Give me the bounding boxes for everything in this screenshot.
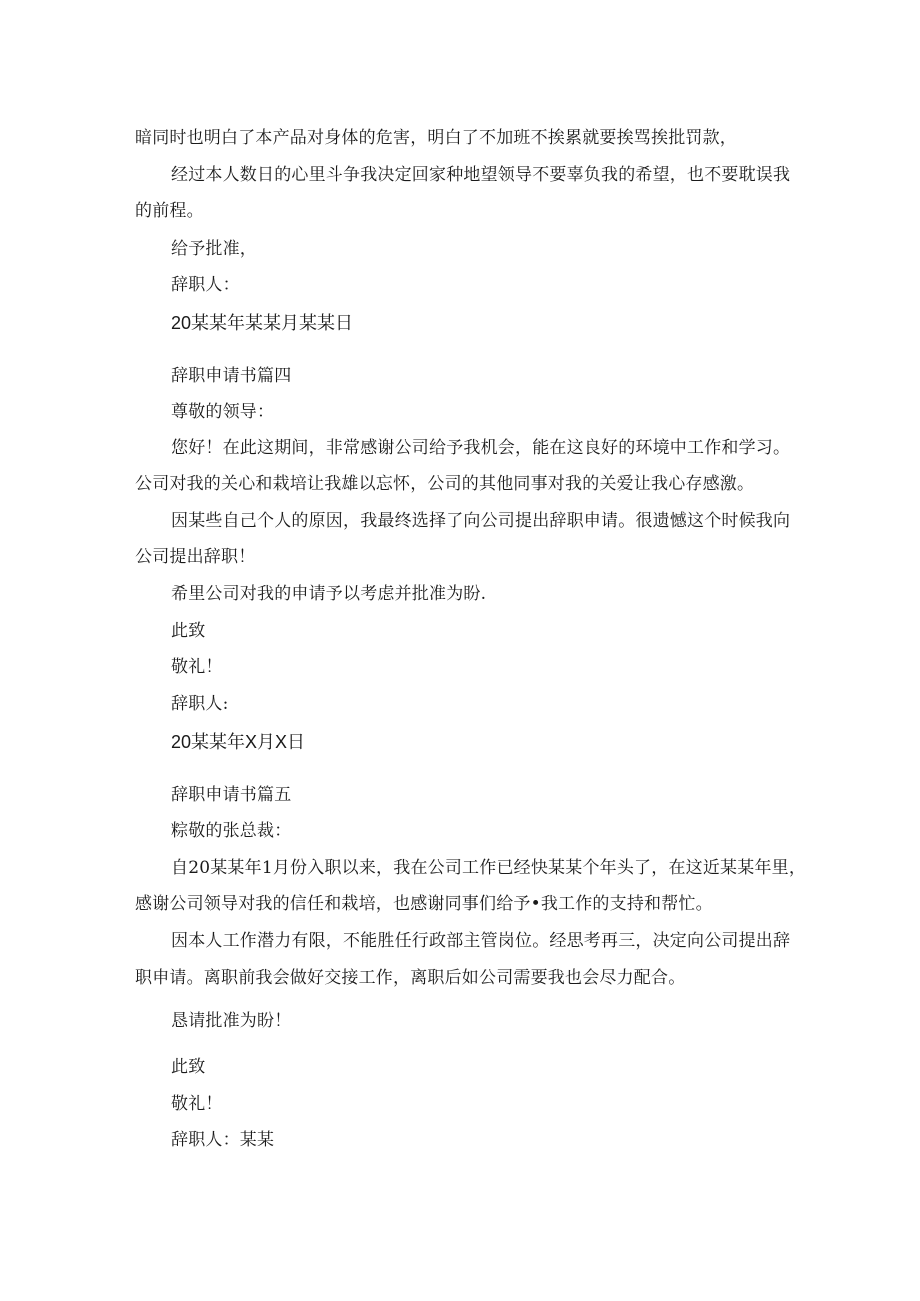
date-line: 20某某年X月X日 [171, 732, 306, 752]
paragraph-line: 公司对我的关心和栽培让我雄以忘怀，公司的其他同事对我的关爱让我心存感激。 [135, 474, 755, 494]
paragraph-line: 因本人工作潜力有限，不能胜任行政部主管岗位。经思考再三，决定向公司提出辞 [171, 931, 791, 951]
section-heading: 辞职申请书篇五 [171, 785, 292, 805]
closing-line: 敬礼！ [171, 1094, 223, 1114]
signer-label: 辞职人: [171, 694, 229, 714]
paragraph-line: 经过本人数日的心里斗争我决定回家种地望领导不要辜负我的希望，也不要耽误我 [171, 165, 791, 185]
paragraph-line: 恳请批准为盼！ [171, 1011, 292, 1031]
section-heading: 辞职申请书篇四 [171, 366, 292, 386]
closing-line: 此致 [171, 621, 206, 641]
paragraph-line: 自20某某年1月份入职以来，我在公司工作已经快某某个年头了，在这近某某年里， [171, 858, 807, 878]
salutation: 尊敬的领导： [171, 402, 275, 422]
paragraph-line: 给予批准， [171, 239, 257, 259]
signer-label: 辞职人： [171, 275, 240, 295]
paragraph-line: 暗同时也明白了本产品对身体的危害，明白了不加班不挨累就要挨骂挨批罚款， [135, 128, 737, 148]
date-line: 20某某年某某月某某日 [171, 313, 354, 333]
paragraph-line: 因某些自己个人的原因，我最终选择了向公司提出辞职申请。很遗憾这个时候我向 [171, 511, 791, 531]
paragraph-line: 职申请。离职前我会做好交接工作，离职后如公司需要我也会尽力配合。 [135, 968, 686, 988]
paragraph-line: 您好！在此这期间，非常感谢公司给予我机会，能在这良好的环境中工作和学习。 [171, 438, 791, 458]
closing-line: 此致 [171, 1057, 206, 1077]
salutation: 粽敬的张总裁： [171, 821, 292, 841]
paragraph-line: 感谢公司领导对我的信任和栽培，也感谢同事们给予•我工作的支持和帮忙。 [135, 894, 713, 914]
closing-line: 敬礼！ [171, 657, 223, 677]
signer-label: 辞职人：某某 [171, 1130, 275, 1150]
paragraph-line: 的前程。 [135, 201, 204, 221]
paragraph-line: 希里公司对我的申请予以考虑并批准为盼. [171, 584, 487, 604]
paragraph-line: 公司提出辞职！ [135, 547, 256, 567]
